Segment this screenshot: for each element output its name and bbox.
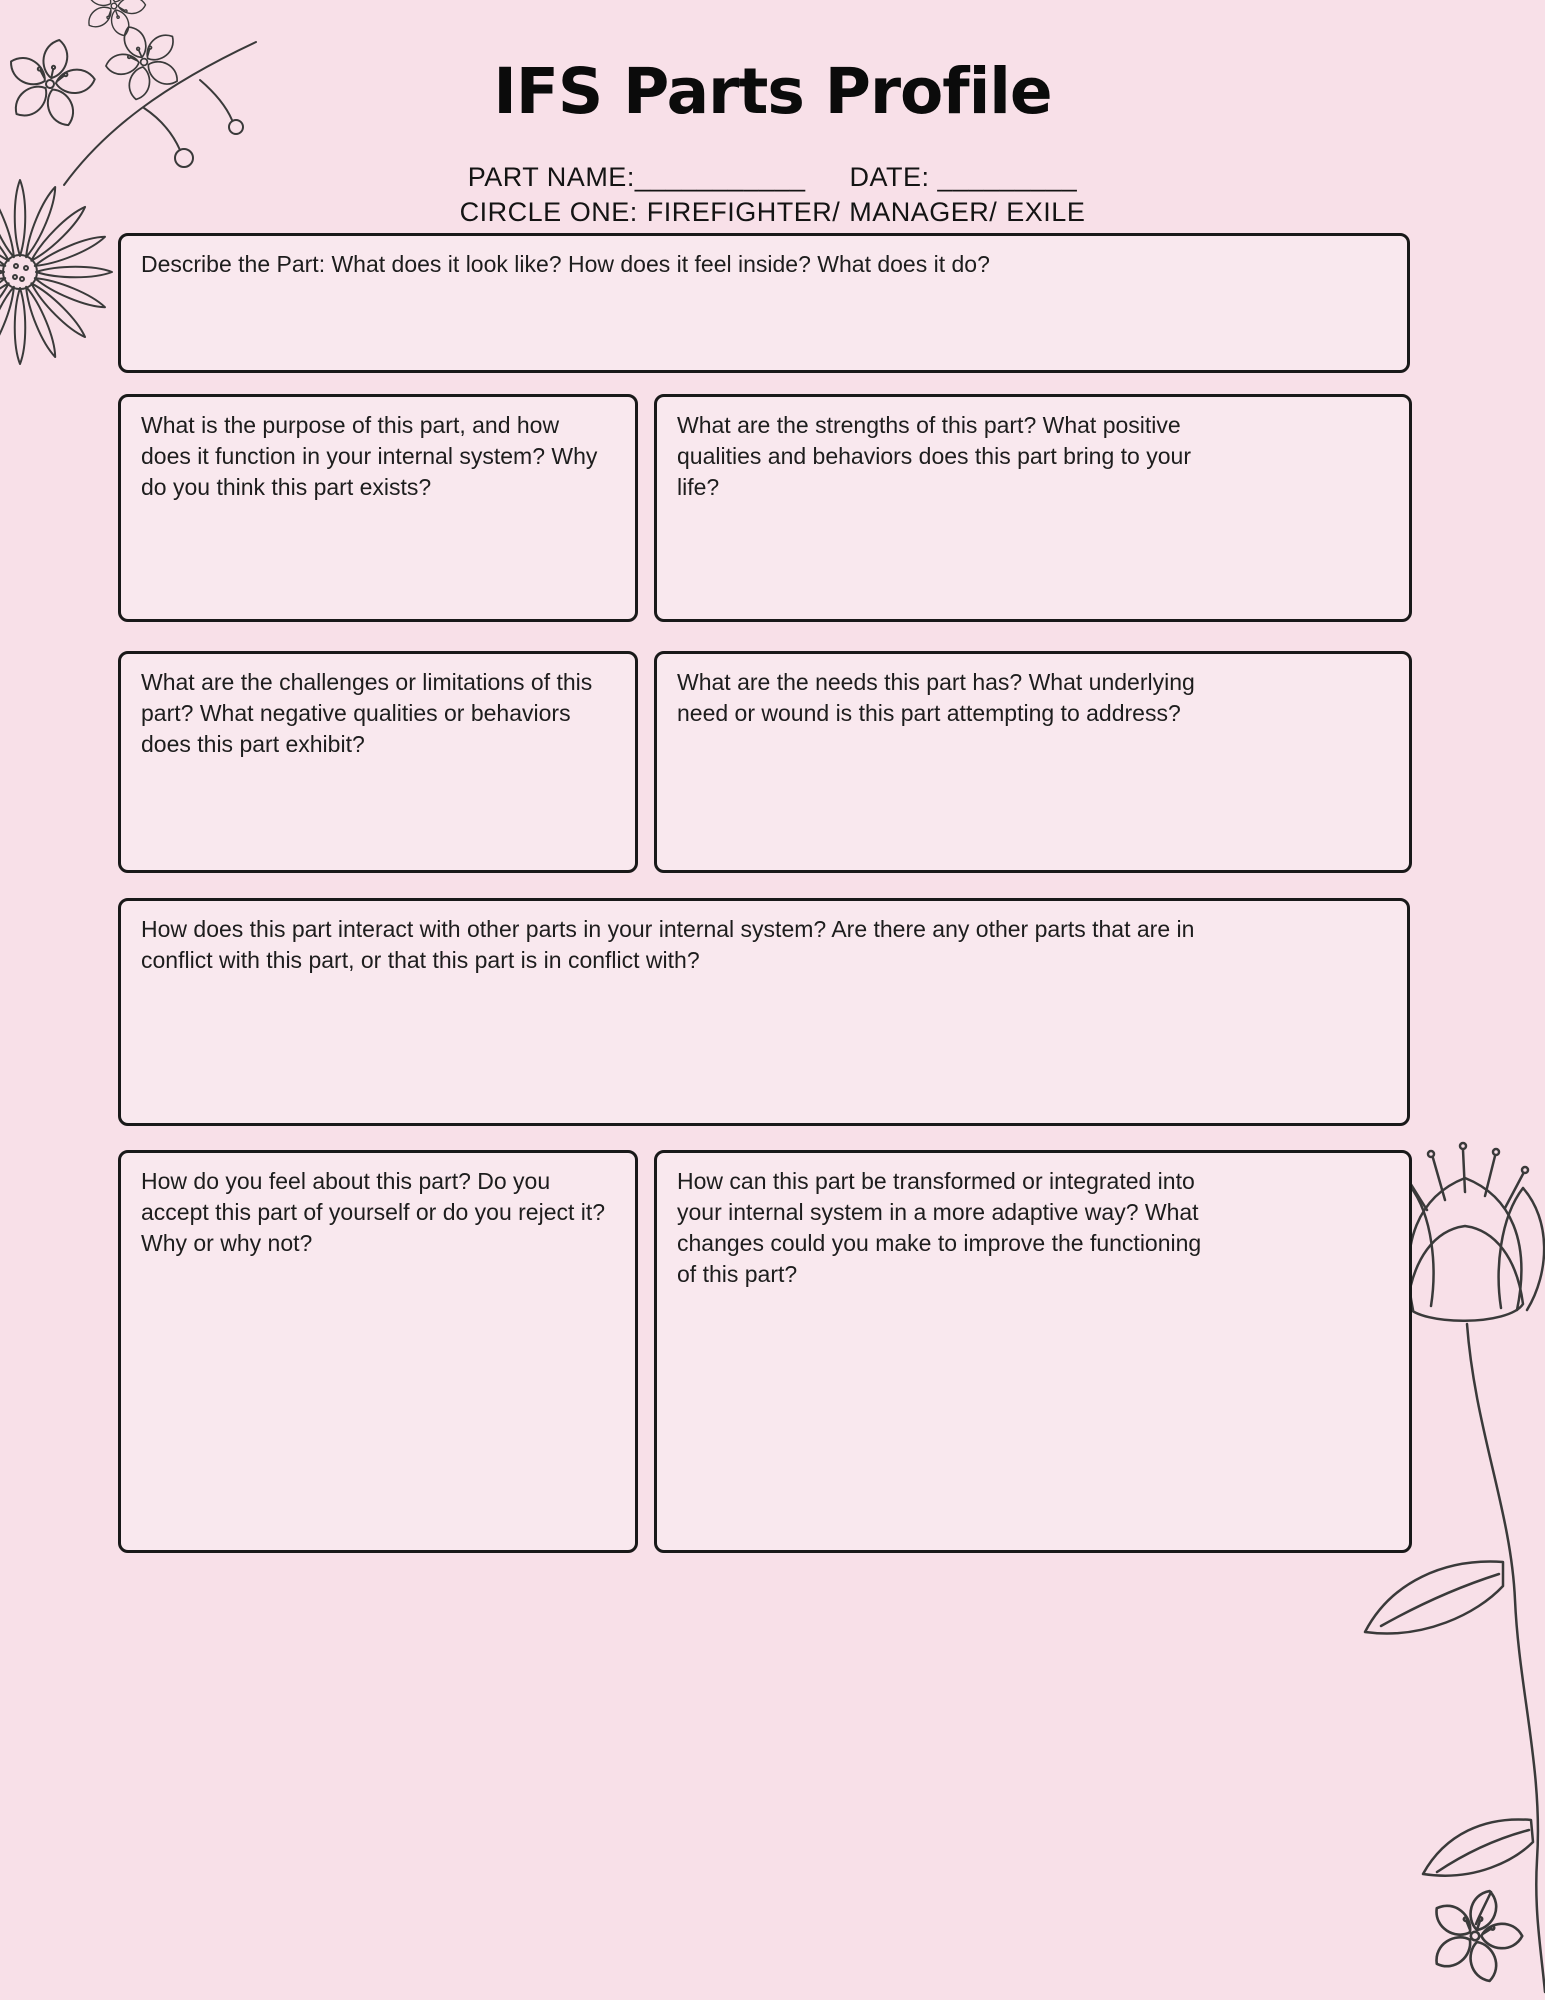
part-name-blank[interactable]: ___________: [634, 162, 806, 192]
question-box-challenges: [118, 651, 638, 873]
answer-area-purpose[interactable]: [141, 503, 615, 603]
option-firefighter-label: FIREFIGHTER: [646, 197, 833, 228]
answer-area-interactions[interactable]: [141, 976, 1387, 1107]
option-firefighter[interactable]: [647, 197, 841, 227]
date-label: DATE:: [849, 162, 930, 192]
part-name-label: PART NAME:: [467, 162, 635, 192]
question-box-needs: [654, 651, 1412, 873]
option-exile-label: EXILE: [1006, 197, 1086, 228]
page-title: IFS Parts Profile: [493, 55, 1052, 128]
answer-area-strengths[interactable]: [677, 503, 1389, 603]
answer-area-describe[interactable]: [141, 280, 1387, 354]
date-blank[interactable]: _________: [937, 162, 1078, 192]
circle-one-label: CIRCLE ONE:: [459, 197, 638, 228]
prompt-challenges: What are the challenges or limitations of this part? What negative qualities or behaviors does this part exhibit?: [141, 669, 593, 758]
prompt-transformation: How can this part be transformed or integrated into your internal system in a more adaptive way? What changes could you make to improve the functioning of this part?: [677, 1168, 1202, 1288]
question-box-feelings: [118, 1150, 638, 1553]
option-manager-label: MANAGER: [849, 197, 990, 228]
answer-area-feelings[interactable]: [141, 1259, 615, 1534]
circle-one-line: [0, 195, 1545, 230]
prompt-strengths: What are the strengths of this part? What positive qualities and behaviors does this part bring to your life?: [677, 412, 1191, 501]
question-box-purpose: [118, 394, 638, 622]
answer-area-challenges[interactable]: [141, 760, 615, 854]
prompt-interactions: How does this part interact with other parts in your internal system? Are there any other parts that are in conflict with this part, or that this part is in conflict with?: [141, 916, 1195, 974]
prompt-feelings: How do you feel about this part? Do you accept this part of yourself or do you reject it? Why or why not?: [141, 1168, 606, 1257]
prompt-purpose: What is the purpose of this part, and how does it function in your internal system? Why do you think this part exists?: [141, 412, 598, 501]
prompt-describe: Describe the Part: What does it look like? How does it feel inside? What does it do?: [141, 251, 990, 277]
prompt-needs: What are the needs this part has? What underlying need or wound is this part attempting to address?: [677, 669, 1195, 727]
question-box-transformation: [654, 1150, 1412, 1553]
header-block: [0, 160, 1545, 230]
name-date-line: [0, 160, 1545, 195]
answer-area-transformation[interactable]: [677, 1290, 1389, 1534]
option-exile[interactable]: [1006, 197, 1085, 227]
question-box-interactions: [118, 898, 1410, 1126]
question-box-strengths: [654, 394, 1412, 622]
answer-area-needs[interactable]: [677, 729, 1389, 854]
option-separator: /: [989, 197, 998, 228]
question-box-describe: [118, 233, 1410, 373]
option-manager[interactable]: [849, 197, 997, 227]
option-separator: /: [832, 197, 841, 228]
